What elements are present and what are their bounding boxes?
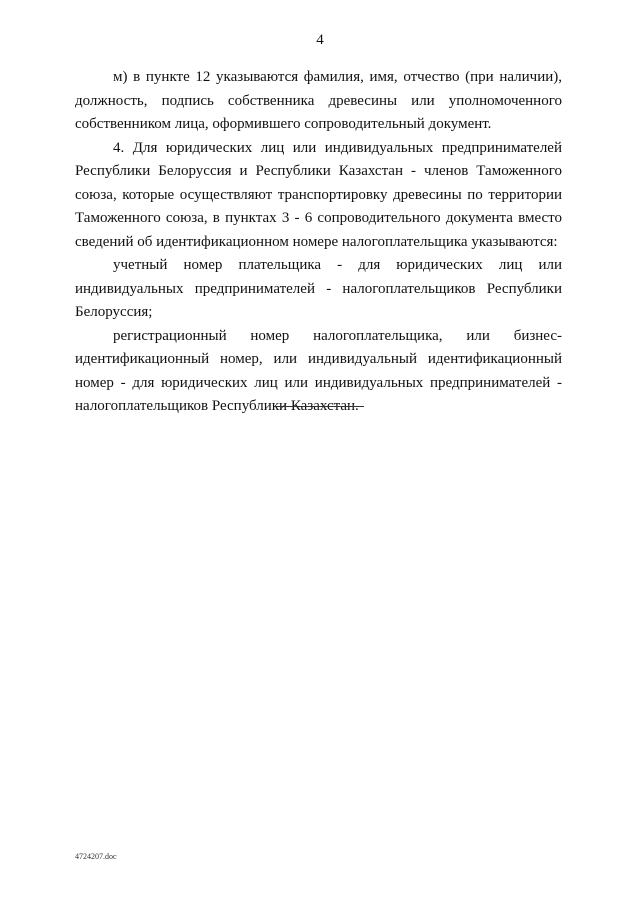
end-separator-line — [274, 406, 364, 407]
paragraph-belarus-number: учетный номер плательщика - для юридических лиц или индивидуальных предпринимателей - налогоплательщиков Республики Белоруссия; — [75, 257, 562, 320]
page-number: 4 — [316, 32, 324, 48]
paragraph-kazakhstan-number: регистрационный номер налогоплательщика, или бизнес-идентификационный номер, или индивидуальный идентификационный номер - для юридических лиц или индивидуальных предпринимателей - налогоплательщиков Республики Казахстан. — [75, 327, 562, 414]
document-body — [75, 66, 562, 419]
paragraph-item-m: м) в пункте 12 указываются фамилия, имя, отчество (при наличии), должность, подпись собственника древесины или уполномоченного собственником лица, оформившего сопроводительный документ. — [75, 69, 562, 132]
paragraph-item-4: 4. Для юридических лиц или индивидуальных предпринимателей Республики Белоруссия и Республики Казахстан - членов Таможенного союза, которые осуществляют транспортировку древесины по территории Таможенного союза, в пунктах 3 - 6 сопроводительного документа вместо сведений об идентификационном номере налогоплательщика указываются: — [75, 139, 562, 250]
footer-document-id: 4724207.doc — [75, 852, 117, 861]
